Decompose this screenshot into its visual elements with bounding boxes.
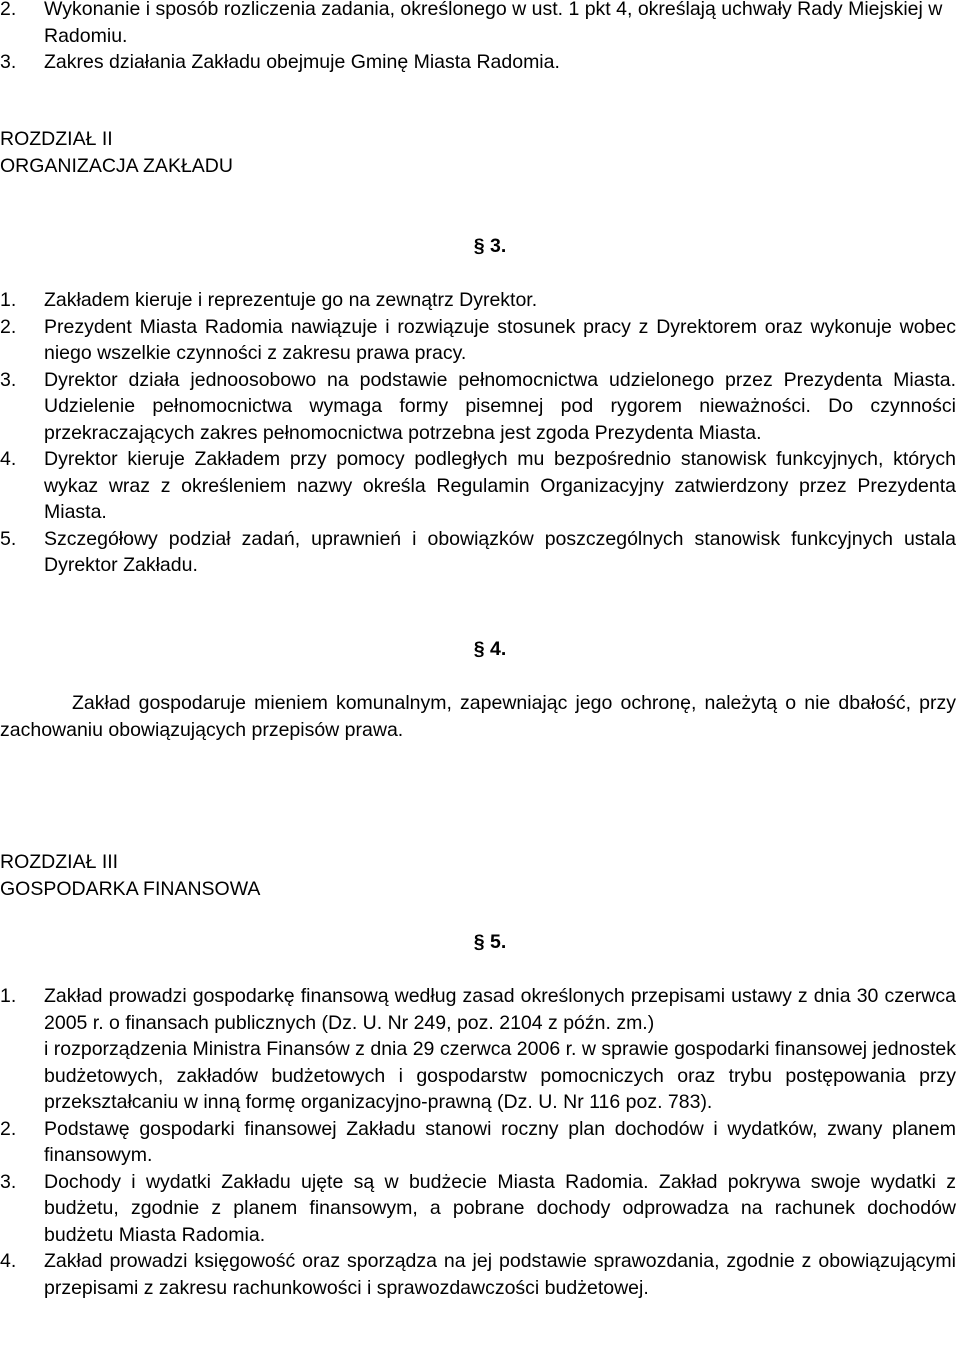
list-item bbox=[0, 983, 960, 1116]
chapter-number: ROZDZIAŁ III bbox=[0, 851, 119, 873]
section-title: § 4. bbox=[473, 638, 507, 660]
section-5-items bbox=[0, 983, 960, 1301]
item-text: Dochody i wydatki Zakładu ujęte są w budżecie Miasta Radomia. Zakład pokrywa swoje wydatki z budżetu, zgodnie z planem finansowym, a pobrane dochody odprowadza na rachunek dochodów budżetu Miasta Radomia. bbox=[44, 1170, 956, 1246]
list-item bbox=[0, 446, 960, 526]
item-text bbox=[44, 983, 956, 1116]
chapter-title: GOSPODARKA FINANSOWA bbox=[0, 877, 261, 900]
list-item bbox=[0, 314, 960, 367]
section-3-items bbox=[0, 287, 960, 579]
list-item bbox=[0, 1169, 960, 1249]
list-item bbox=[0, 367, 960, 447]
list-item bbox=[0, 0, 960, 49]
item-text: Prezydent Miasta Radomia nawiązuje i rozwiązuje stosunek pracy z Dyrektorem oraz wykonuje wobec niego wszelkie czynności z zakresu prawa pracy. bbox=[44, 315, 956, 364]
list-item bbox=[0, 287, 960, 314]
list-item bbox=[0, 49, 960, 76]
list-item bbox=[0, 526, 960, 579]
item-text: Zakład prowadzi księgowość oraz sporządza na jej podstawie sprawozdania, zgodnie z obowiązującymi przepisami z zakresu rachunkowości i sprawozdawczości budżetowej. bbox=[44, 1250, 956, 1299]
section-title: § 3. bbox=[473, 235, 507, 257]
item-number: 3. bbox=[0, 51, 17, 73]
list-item bbox=[0, 1248, 960, 1301]
chapter-heading bbox=[0, 849, 960, 902]
top-items bbox=[0, 0, 960, 76]
item-text-part: Zakład prowadzi gospodarkę finansową według zasad określonych przepisami ustawy z dnia 30 czerwca 2005 r. o finansach publicznych (Dz. U. Nr 249, poz. 2104 z późn. zm.) bbox=[44, 985, 956, 1034]
item-text-part: i rozporządzenia Ministra Finansów z dnia 29 czerwca 2006 r. w sprawie gospodarki finansowej jednostek budżetowych, zakładów budżetowych i gospodarstw pomocniczych oraz trybu postępowania przy przekształcaniu w inną formę organizacyjno-prawną (Dz. U. Nr 116 poz. 783). bbox=[44, 1038, 956, 1113]
item-number: 2. bbox=[0, 0, 17, 20]
item-number: 4. bbox=[0, 1250, 17, 1272]
item-number: 3. bbox=[0, 1170, 17, 1193]
section-paragraph: Zakład gospodaruje mieniem komunalnym, zapewniając jego ochronę, należytą o nie dbałość, przy zachowaniu obowiązujących przepisów prawa. bbox=[0, 692, 956, 741]
item-number: 5. bbox=[0, 527, 17, 550]
chapter-number: ROZDZIAŁ II bbox=[0, 128, 113, 150]
item-text: Dyrektor działa jednoosobowo na podstawie pełnomocnictwa udzielonego przez Prezydenta Miasta. Udzielenie pełnomocnictwa wymaga formy pisemnej pod rygorem nieważności. Do czynności przekraczających zakres pełnomocnictwa potrzebna jest zgoda Prezydenta Miasta. bbox=[44, 368, 956, 444]
section-4-body bbox=[0, 690, 960, 743]
chapter-heading bbox=[0, 126, 960, 179]
item-text: Wykonanie i sposób rozliczenia zadania, określonego w ust. 1 pkt 4, określają uchwały Rady Miejskiej w Radomiu. bbox=[44, 0, 943, 47]
item-text: Podstawę gospodarki finansowej Zakładu stanowi roczny plan dochodów i wydatków, zwany planem finansowym. bbox=[44, 1117, 956, 1166]
item-number: 2. bbox=[0, 1117, 17, 1140]
item-number: 3. bbox=[0, 368, 17, 391]
chapter-title: ORGANIZACJA ZAKŁADU bbox=[0, 154, 233, 177]
item-number: 2. bbox=[0, 315, 17, 338]
item-text: Dyrektor kieruje Zakładem przy pomocy podległych mu bezpośrednio stanowisk funkcyjnych, których wykaz wraz z określeniem nazwy określa Regulamin Organizacyjny zatwierdzony przez Prezydenta Miasta. bbox=[44, 448, 956, 523]
item-text: Zakres działania Zakładu obejmuje Gminę Miasta Radomia. bbox=[44, 51, 560, 73]
item-number: 1. bbox=[0, 985, 17, 1007]
list-item bbox=[0, 1116, 960, 1169]
item-text: Zakładem kieruje i reprezentuje go na zewnątrz Dyrektor. bbox=[44, 289, 538, 311]
item-number: 4. bbox=[0, 448, 17, 470]
section-title: § 5. bbox=[473, 931, 507, 953]
item-number: 1. bbox=[0, 289, 17, 311]
item-text: Szczegółowy podział zadań, uprawnień i obowiązków poszczególnych stanowisk funkcyjnych ustala Dyrektor Zakładu. bbox=[44, 527, 956, 576]
